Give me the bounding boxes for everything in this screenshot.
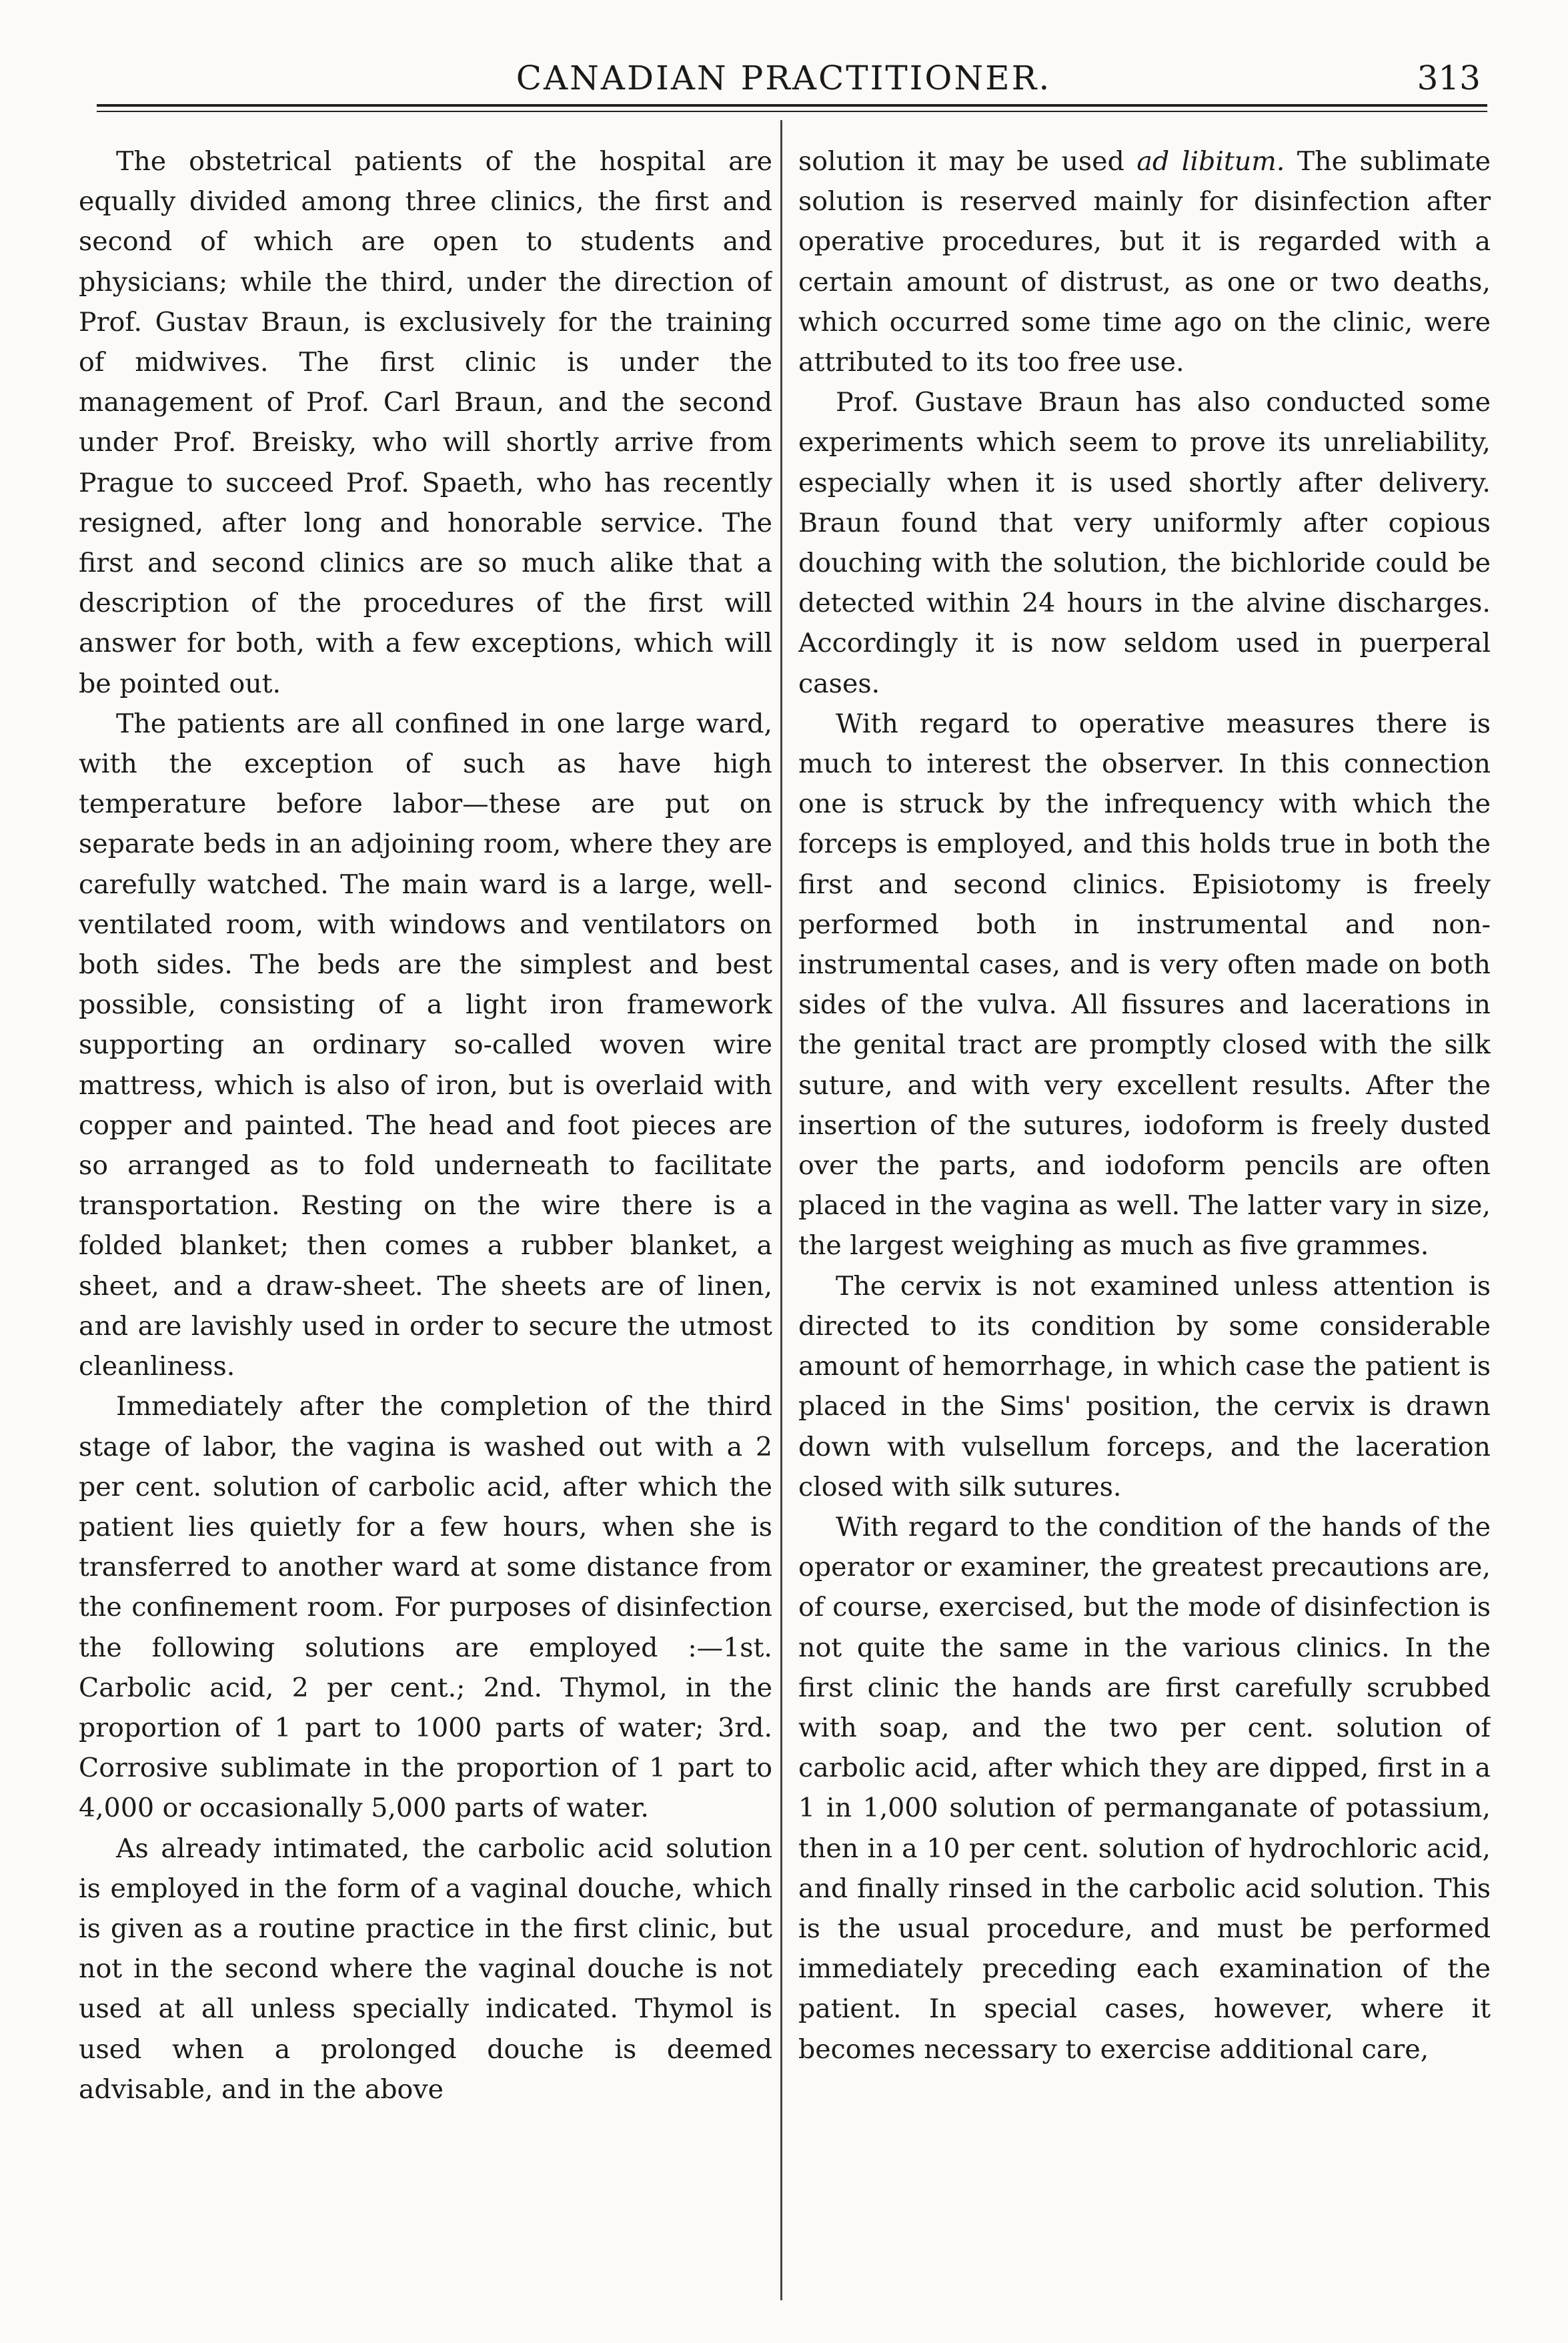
header-rule-thick: [97, 104, 1487, 107]
paragraph: As already intimated, the carbolic acid solution is employed in the form of a vaginal douche, which is given as a routine practice in the first clinic, but not in the second where the vaginal douche is not used at all unless specially indicated. Thymol is used when a prolonged douche is deemed advisable, and in the above: [79, 1833, 772, 2105]
italic-phrase: ad libitum.: [1136, 146, 1285, 177]
paragraph: The cervix is not examined unless attention is directed to its condition by some considerable amount of hemorrhage, in which case the patient is placed in the Sims' position, the cervix is drawn down with vulsellum forceps, and the laceration closed with silk sutures.: [798, 1270, 1491, 1502]
text-run: solution it may be used: [798, 146, 1137, 177]
left-column: [79, 141, 772, 2316]
paragraph: Prof. Gustave Braun has also conducted some experiments which seem to prove its unreliability, especially when it is used shortly after delivery. Braun found that very uniformly after copious douching with the solution, the bichloride could be detected within 24 hours in the alvine discharges. Accordingly it is now seldom used in puerperal cases.: [798, 387, 1491, 699]
column-divider: [780, 120, 782, 2300]
page-header: [87, 55, 1481, 101]
paragraph-continued: [798, 141, 1491, 382]
paragraph: With regard to operative measures there is much to interest the observer. In this connection one is struck by the infrequency with which the forceps is employed, and this holds true in both the first and second clinics. Episiotomy is freely performed both in instrumental and non-instrumental cases, and is very often made on both sides of the vulva. All fissures and lacerations in the genital tract are promptly closed with the silk suture, and with very excellent results. After the insertion of the sutures, iodoform is freely dusted over the parts, and iodoform pencils are often placed in the vagina as well. The latter vary in size, the largest weighing as much as five grammes.: [798, 708, 1491, 1262]
paragraph: The patients are all confined in one large ward, with the exception of such as have high temperature before labor—these are put on separate beds in an adjoining room, where they are carefully watched. The main ward is a large, well-ventilated room, with windows and ventilators on both sides. The beds are the simplest and best possible, consisting of a light iron framework supporting an ordinary so-called woven wire mattress, which is also of iron, but is overlaid with copper and painted. The head and foot pieces are so arranged as to fold underneath to facilitate transportation. Resting on the wire there is a folded blanket; then comes a rubber blanket, a sheet, and a draw-sheet. The sheets are of linen, and are lavishly used in order to secure the utmost cleanliness.: [79, 708, 772, 1382]
paragraph: The obstetrical patients of the hospital are equally divided among three clinics, the first and second of which are open to students and physicians; while the third, under the direction of Prof. Gustav Braun, is exclusively for the training of midwives. The first clinic is under the management of Prof. Carl Braun, and the second under Prof. Breisky, who will shortly arrive from Prague to succeed Prof. Spaeth, who has recently resigned, after long and honorable service. The first and second clinics are so much alike that a description of the procedures of the first will answer for both, with a few exceptions, which will be pointed out.: [79, 146, 772, 699]
page-number: 313: [1417, 59, 1481, 97]
running-title: CANADIAN PRACTITIONER.: [516, 59, 1052, 97]
header-rule-thin: [97, 111, 1487, 112]
right-column: [798, 141, 1491, 2316]
paragraph: Immediately after the completion of the third stage of labor, the vagina is washed out with a 2 per cent. solution of carbolic acid, after which the patient lies quietly for a few hours, when she is transferred to another ward at some distance from the confinement room. For purposes of disinfection the following solutions are employed :—1st. Carbolic acid, 2 per cent.; 2nd. Thymol, in the proportion of 1 part to 1000 parts of water; 3rd. Corrosive sublimate in the proportion of 1 part to 4,000 or occasionally 5,000 parts of water.: [79, 1391, 772, 1824]
paragraph: With regard to the condition of the hands of the operator or examiner, the greatest precautions are, of course, exercised, but the mode of disinfection is not quite the same in the various clinics. In the first clinic the hands are first carefully scrubbed with soap, and the two per cent. solution of carbolic acid, after which they are dipped, first in a 1 in 1,000 solution of permanganate of potassium, then in a 10 per cent. solution of hydrochloric acid, and finally rinsed in the carbolic acid solution. This is the usual procedure, and must be performed immediately preceding each examination of the patient. In special cases, however, where it becomes necessary to exercise additional care,: [798, 1511, 1491, 2065]
text-run: The sublimate solution is reserved mainly for disinfection after operative procedures, but it is regarded with a certain amount of distrust, as one or two deaths, which occurred some time ago on the clinic, were attributed to its too free use.: [798, 146, 1491, 378]
